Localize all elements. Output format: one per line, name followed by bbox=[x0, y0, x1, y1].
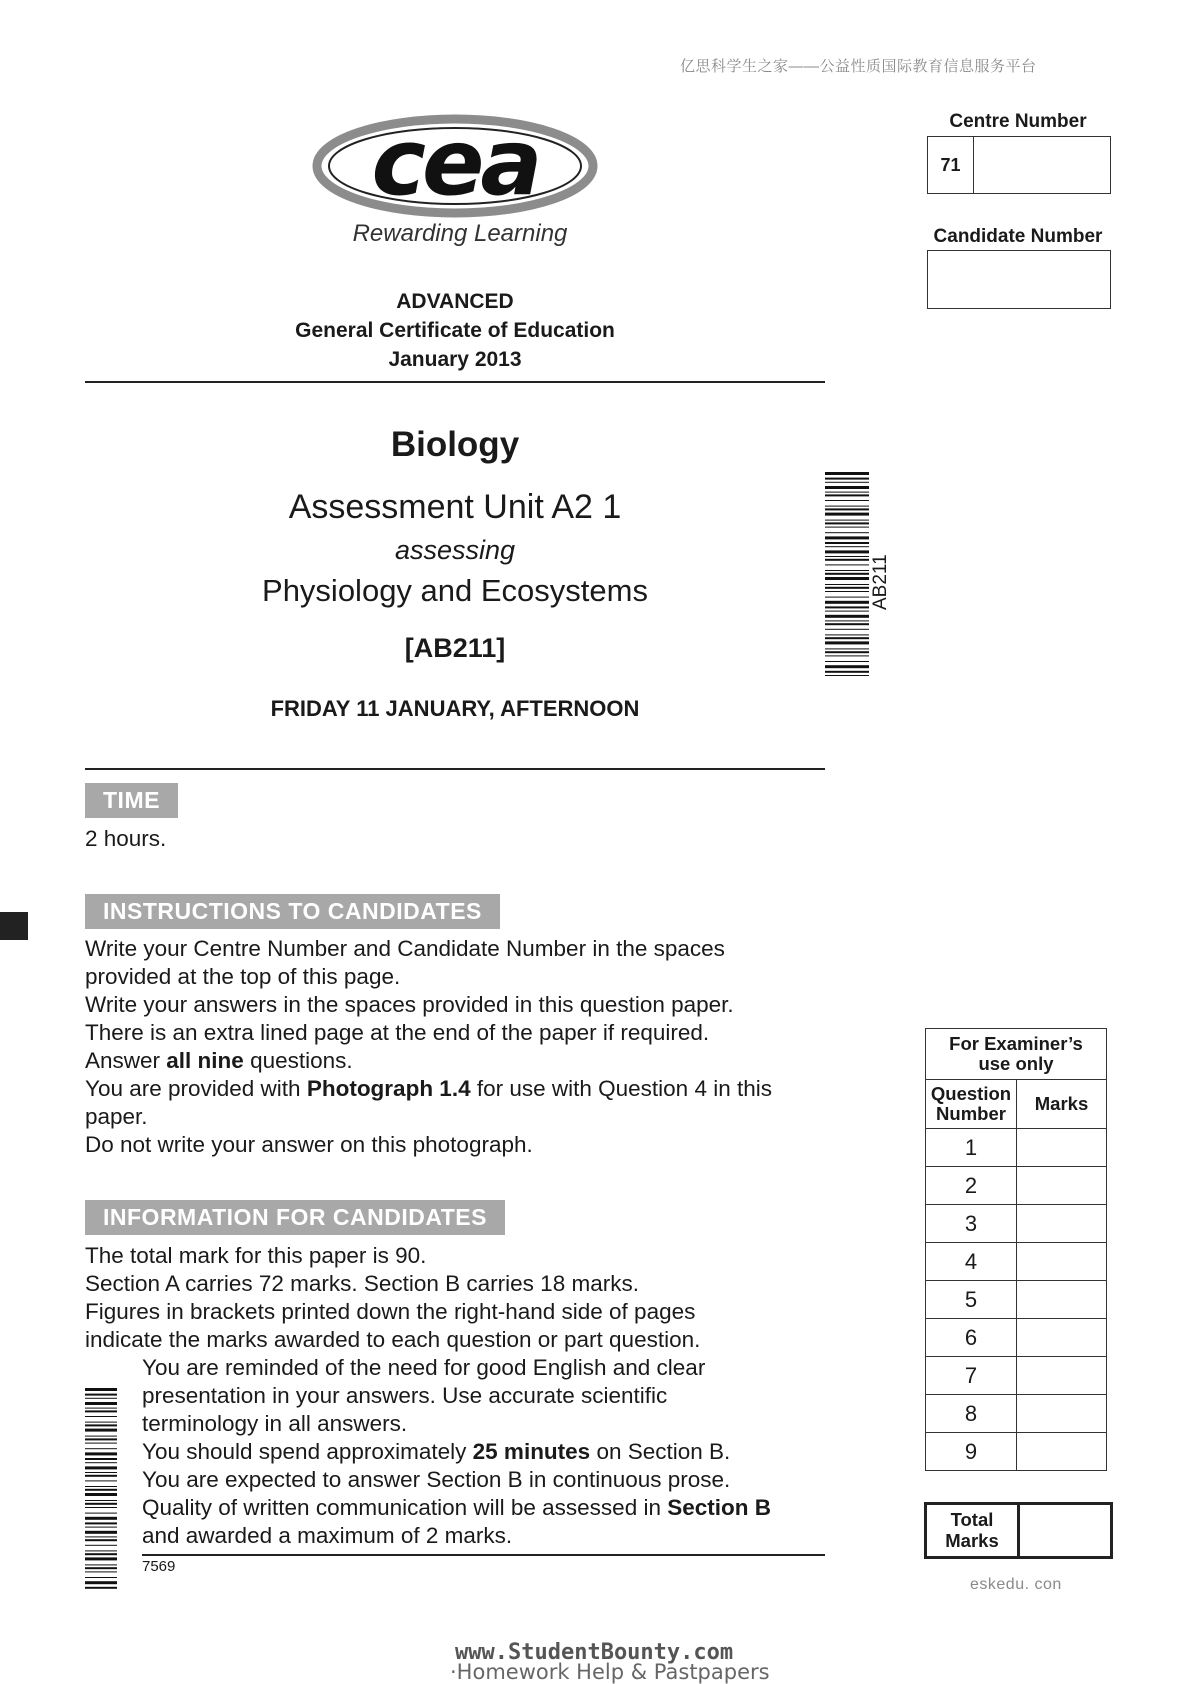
information-line: You are reminded of the need for good English and clear bbox=[142, 1355, 706, 1380]
question-number: 5 bbox=[926, 1281, 1017, 1319]
divider-middle bbox=[85, 768, 825, 770]
marks-header: Marks bbox=[1017, 1080, 1107, 1129]
exam-session: January 2013 bbox=[388, 348, 522, 371]
footer-site: www.StudentBounty.com bbox=[455, 1640, 734, 1665]
information-text bbox=[85, 1242, 845, 1550]
instruction-line: Write your Centre Number and Candidate Number in the spaces bbox=[85, 936, 725, 961]
centre-number-field[interactable] bbox=[974, 137, 1110, 193]
information-line: terminology in all answers. bbox=[142, 1411, 408, 1436]
information-line: Figures in brackets printed down the right-hand side of pages bbox=[85, 1299, 696, 1324]
divider-top bbox=[85, 381, 825, 383]
exam-qualification: General Certificate of Education bbox=[295, 319, 615, 342]
barcode-icon bbox=[825, 472, 869, 677]
footer-watermark: eskedu. con bbox=[970, 1576, 1062, 1593]
footer-tagline: ·Homework Help & Pastpapers bbox=[450, 1660, 770, 1684]
barcode-label: AB211 bbox=[870, 554, 891, 610]
information-line: and awarded a maximum of 2 marks. bbox=[142, 1523, 513, 1548]
exam-date: FRIDAY 11 JANUARY, AFTERNOON bbox=[270, 696, 640, 721]
instructions-text bbox=[85, 935, 845, 1159]
barcode-side-icon bbox=[85, 1388, 117, 1591]
question-row bbox=[926, 1433, 1107, 1471]
instruction-line: There is an extra lined page at the end of the paper if required. bbox=[85, 1020, 710, 1045]
question-number: 8 bbox=[926, 1395, 1017, 1433]
instruction-line: provided at the top of this page. bbox=[85, 964, 401, 989]
topic-title: Physiology and Ecosystems bbox=[262, 573, 648, 608]
examiner-table bbox=[925, 1028, 1107, 1471]
total-marks-box bbox=[924, 1502, 1113, 1559]
question-number: 6 bbox=[926, 1319, 1017, 1357]
assessing-label: assessing bbox=[394, 535, 516, 565]
subject-title: Biology bbox=[390, 425, 520, 464]
instruction-line: Answer all nine questions. bbox=[85, 1048, 353, 1073]
candidate-number-label: Candidate Number bbox=[933, 226, 1103, 247]
marks-cell[interactable] bbox=[1017, 1433, 1107, 1471]
instruction-line: Do not write your answer on this photograph. bbox=[85, 1132, 533, 1157]
marks-cell[interactable] bbox=[1017, 1129, 1107, 1167]
instructions-label: INSTRUCTIONS TO CANDIDATES bbox=[85, 894, 500, 929]
examiner-header: For Examiner’s use only bbox=[926, 1029, 1107, 1080]
question-number: 3 bbox=[926, 1205, 1017, 1243]
information-line: The total mark for this paper is 90. bbox=[85, 1243, 427, 1268]
unit-title: Assessment Unit A2 1 bbox=[288, 488, 622, 526]
registration-mark bbox=[0, 912, 28, 940]
information-line: Quality of written communication will be assessed in Section B bbox=[142, 1495, 772, 1520]
marks-cell[interactable] bbox=[1017, 1167, 1107, 1205]
marks-cell[interactable] bbox=[1017, 1281, 1107, 1319]
information-line: presentation in your answers. Use accurate scientific bbox=[142, 1383, 668, 1408]
question-number: 2 bbox=[926, 1167, 1017, 1205]
candidate-number-box[interactable] bbox=[927, 250, 1111, 309]
top-watermark: 亿思科学生之家——公益性质国际教育信息服务平台 bbox=[680, 58, 1037, 75]
question-row bbox=[926, 1281, 1107, 1319]
question-number-header: Question Number bbox=[926, 1080, 1017, 1129]
cea-logo bbox=[310, 112, 600, 225]
time-value: 2 hours. bbox=[85, 826, 167, 851]
marks-cell[interactable] bbox=[1017, 1395, 1107, 1433]
marks-cell[interactable] bbox=[1017, 1319, 1107, 1357]
exam-level: ADVANCED bbox=[396, 290, 514, 313]
question-row bbox=[926, 1319, 1107, 1357]
instruction-line: paper. bbox=[85, 1104, 148, 1129]
total-marks-field[interactable] bbox=[1020, 1505, 1110, 1556]
information-line: indicate the marks awarded to each question or part question. bbox=[85, 1327, 701, 1352]
logo-text: cea bbox=[371, 112, 539, 216]
exam-header bbox=[85, 287, 825, 374]
question-number: 7 bbox=[926, 1357, 1017, 1395]
question-number: 9 bbox=[926, 1433, 1017, 1471]
question-row bbox=[926, 1167, 1107, 1205]
marks-cell[interactable] bbox=[1017, 1357, 1107, 1395]
question-row bbox=[926, 1243, 1107, 1281]
instruction-line: Write your answers in the spaces provided in this question paper. bbox=[85, 992, 734, 1017]
question-number: 1 bbox=[926, 1129, 1017, 1167]
instruction-line: You are provided with Photograph 1.4 for use with Question 4 in this bbox=[85, 1076, 772, 1101]
question-row bbox=[926, 1357, 1107, 1395]
information-line: You should spend approximately 25 minutes on Section B. bbox=[142, 1439, 731, 1464]
total-marks-label: Total Marks bbox=[927, 1505, 1020, 1556]
centre-number-label: Centre Number bbox=[949, 111, 1087, 132]
marks-cell[interactable] bbox=[1017, 1243, 1107, 1281]
question-row bbox=[926, 1129, 1107, 1167]
time-label: TIME bbox=[85, 783, 178, 818]
divider-bottom bbox=[142, 1554, 825, 1556]
paper-number: 7569 bbox=[142, 1558, 176, 1575]
information-line: Section A carries 72 marks. Section B carries 18 marks. bbox=[85, 1271, 639, 1296]
question-number: 4 bbox=[926, 1243, 1017, 1281]
logo-tagline: Rewarding Learning bbox=[352, 220, 568, 247]
question-row bbox=[926, 1395, 1107, 1433]
centre-number-box[interactable] bbox=[927, 136, 1111, 194]
information-line: You are expected to answer Section B in continuous prose. bbox=[142, 1467, 731, 1492]
centre-number-prefix: 71 bbox=[928, 137, 974, 193]
paper-code: [AB211] bbox=[404, 633, 506, 663]
question-row bbox=[926, 1205, 1107, 1243]
marks-cell[interactable] bbox=[1017, 1205, 1107, 1243]
information-label: INFORMATION FOR CANDIDATES bbox=[85, 1200, 505, 1235]
